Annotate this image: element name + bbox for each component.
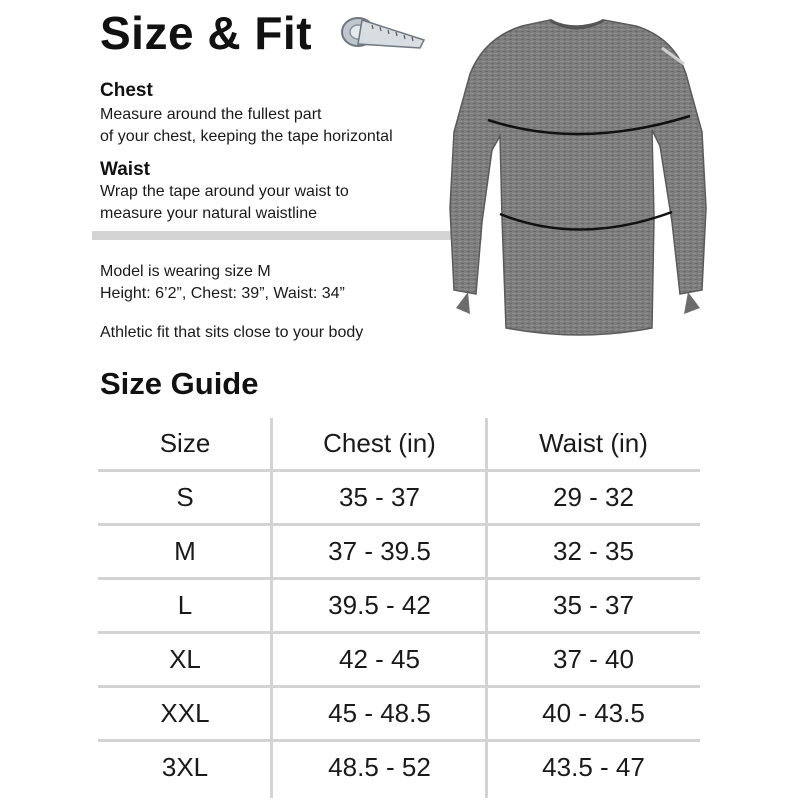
model-size-line: Model is wearing size M <box>100 263 271 280</box>
table-row <box>98 688 700 742</box>
table-row <box>98 472 700 526</box>
chest-description <box>100 104 393 148</box>
size-cell: XL <box>169 644 201 674</box>
size-guide-title: Size Guide <box>100 366 259 401</box>
chest-cell: 37 - 39.5 <box>328 536 431 566</box>
measuring-tape-icon <box>336 12 432 52</box>
page-title: Size & Fit <box>100 7 313 59</box>
waist-cell: 29 - 32 <box>553 482 634 512</box>
waist-cell: 32 - 35 <box>553 536 634 566</box>
waist-cell: 40 - 43.5 <box>542 698 645 728</box>
size-cell: 3XL <box>161 752 209 782</box>
waist-cell: 37 - 40 <box>553 644 634 674</box>
chest-cell: 35 - 37 <box>339 482 420 512</box>
table-row <box>98 526 700 580</box>
section-divider <box>92 231 482 240</box>
size-cell: L <box>177 590 193 620</box>
chest-cell: 42 - 45 <box>339 644 420 674</box>
table-header-row <box>98 418 700 472</box>
chest-line-1: Measure around the fullest part <box>100 106 322 123</box>
chest-line-2: of your chest, keeping the tape horizontal <box>100 128 393 145</box>
waist-description <box>100 181 349 225</box>
waist-line-2: measure your natural waistline <box>100 205 317 222</box>
waist-line-1: Wrap the tape around your waist to <box>100 183 349 200</box>
size-cell: S <box>176 482 194 512</box>
chest-cell: 45 - 48.5 <box>328 698 431 728</box>
long-sleeve-shirt-image <box>440 8 712 340</box>
waist-cell: 35 - 37 <box>553 590 634 620</box>
chest-cell: 39.5 - 42 <box>328 590 431 620</box>
table-row <box>98 742 700 796</box>
waist-heading: Waist <box>100 159 150 180</box>
chest-heading: Chest <box>100 80 153 101</box>
chest-cell: 48.5 - 52 <box>328 752 431 782</box>
header-size: Size <box>159 428 211 458</box>
size-cell: M <box>174 536 196 566</box>
size-cell: XXL <box>160 698 210 728</box>
table-row <box>98 634 700 688</box>
header-waist: Waist (in) <box>539 428 648 458</box>
waist-cell: 43.5 - 47 <box>542 752 645 782</box>
model-info <box>100 261 345 305</box>
size-guide-table <box>98 418 700 798</box>
fit-description: Athletic fit that sits close to your body <box>100 324 364 341</box>
model-measurements-line: Height: 6’2”, Chest: 39”, Waist: 34” <box>100 285 345 302</box>
header-chest: Chest (in) <box>323 428 436 458</box>
table-row <box>98 580 700 634</box>
